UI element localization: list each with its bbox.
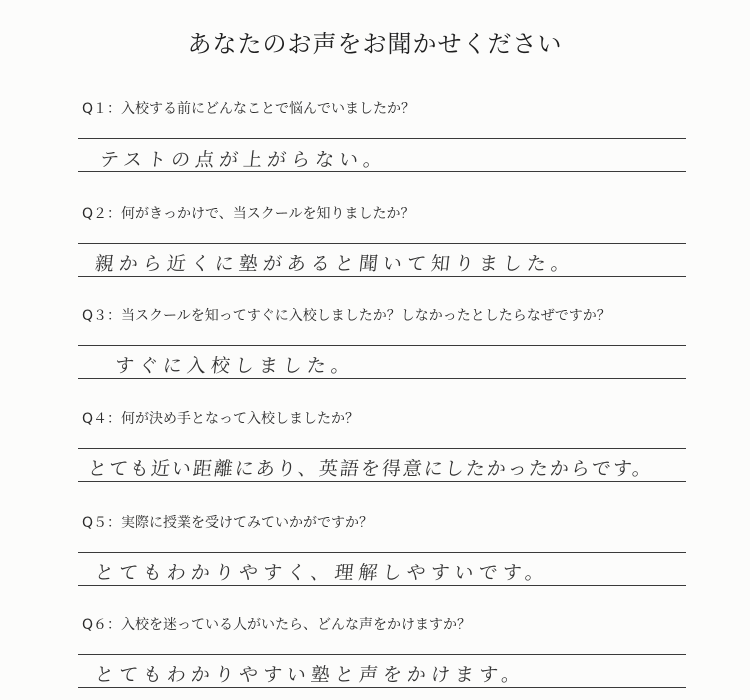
- answer-1-bottom-line: [78, 171, 686, 172]
- answer-3-top-line: [78, 345, 686, 346]
- answer-3-bottom-line: [78, 378, 686, 379]
- answer-3-text: すぐに入校しました。: [113, 355, 357, 377]
- question-3-label: Q３：当スクールを知ってすぐに入校しましたか？しなかったとしたらなぜですか？: [82, 308, 611, 324]
- question-2-label: Q２：何がきっかけで、当スクールを知りましたか？: [82, 206, 415, 222]
- answer-1-text: テストの点が上がらない。: [98, 149, 389, 171]
- page-title: あなたのお声をお聞かせください: [187, 30, 563, 58]
- answer-2-top-line: [78, 243, 686, 244]
- answer-1-top-line: [78, 138, 686, 139]
- answer-4-text: とても近い距離にあり、英語を得意にしたかったからです。: [86, 458, 655, 480]
- question-1-label: Q１：入校する前にどんなことで悩んでいましたか？: [82, 101, 416, 117]
- answer-4-top-line: [78, 448, 686, 449]
- answer-6-top-line: [78, 654, 686, 655]
- answer-6-bottom-line: [78, 687, 686, 688]
- answer-4-bottom-line: [78, 481, 686, 482]
- answer-2-bottom-line: [78, 276, 686, 277]
- question-5-label: Q５：実際に授業を受けてみていかがですか？: [82, 515, 374, 531]
- answer-6-text: とてもわかりやすい塾と声をかけます。: [93, 664, 527, 686]
- answer-5-bottom-line: [78, 585, 686, 586]
- answer-2-text: 親から近くに塾があると聞いて知りました。: [93, 253, 577, 275]
- question-4-label: Q４：何が決め手となって入校しましたか？: [82, 411, 360, 427]
- question-6-label: Q６：入校を迷っている人がいたら、どんな声をかけますか？: [82, 617, 472, 633]
- answer-5-top-line: [78, 552, 686, 553]
- answer-5-text: とてもわかりやすく、理解しやすいです。: [93, 562, 551, 584]
